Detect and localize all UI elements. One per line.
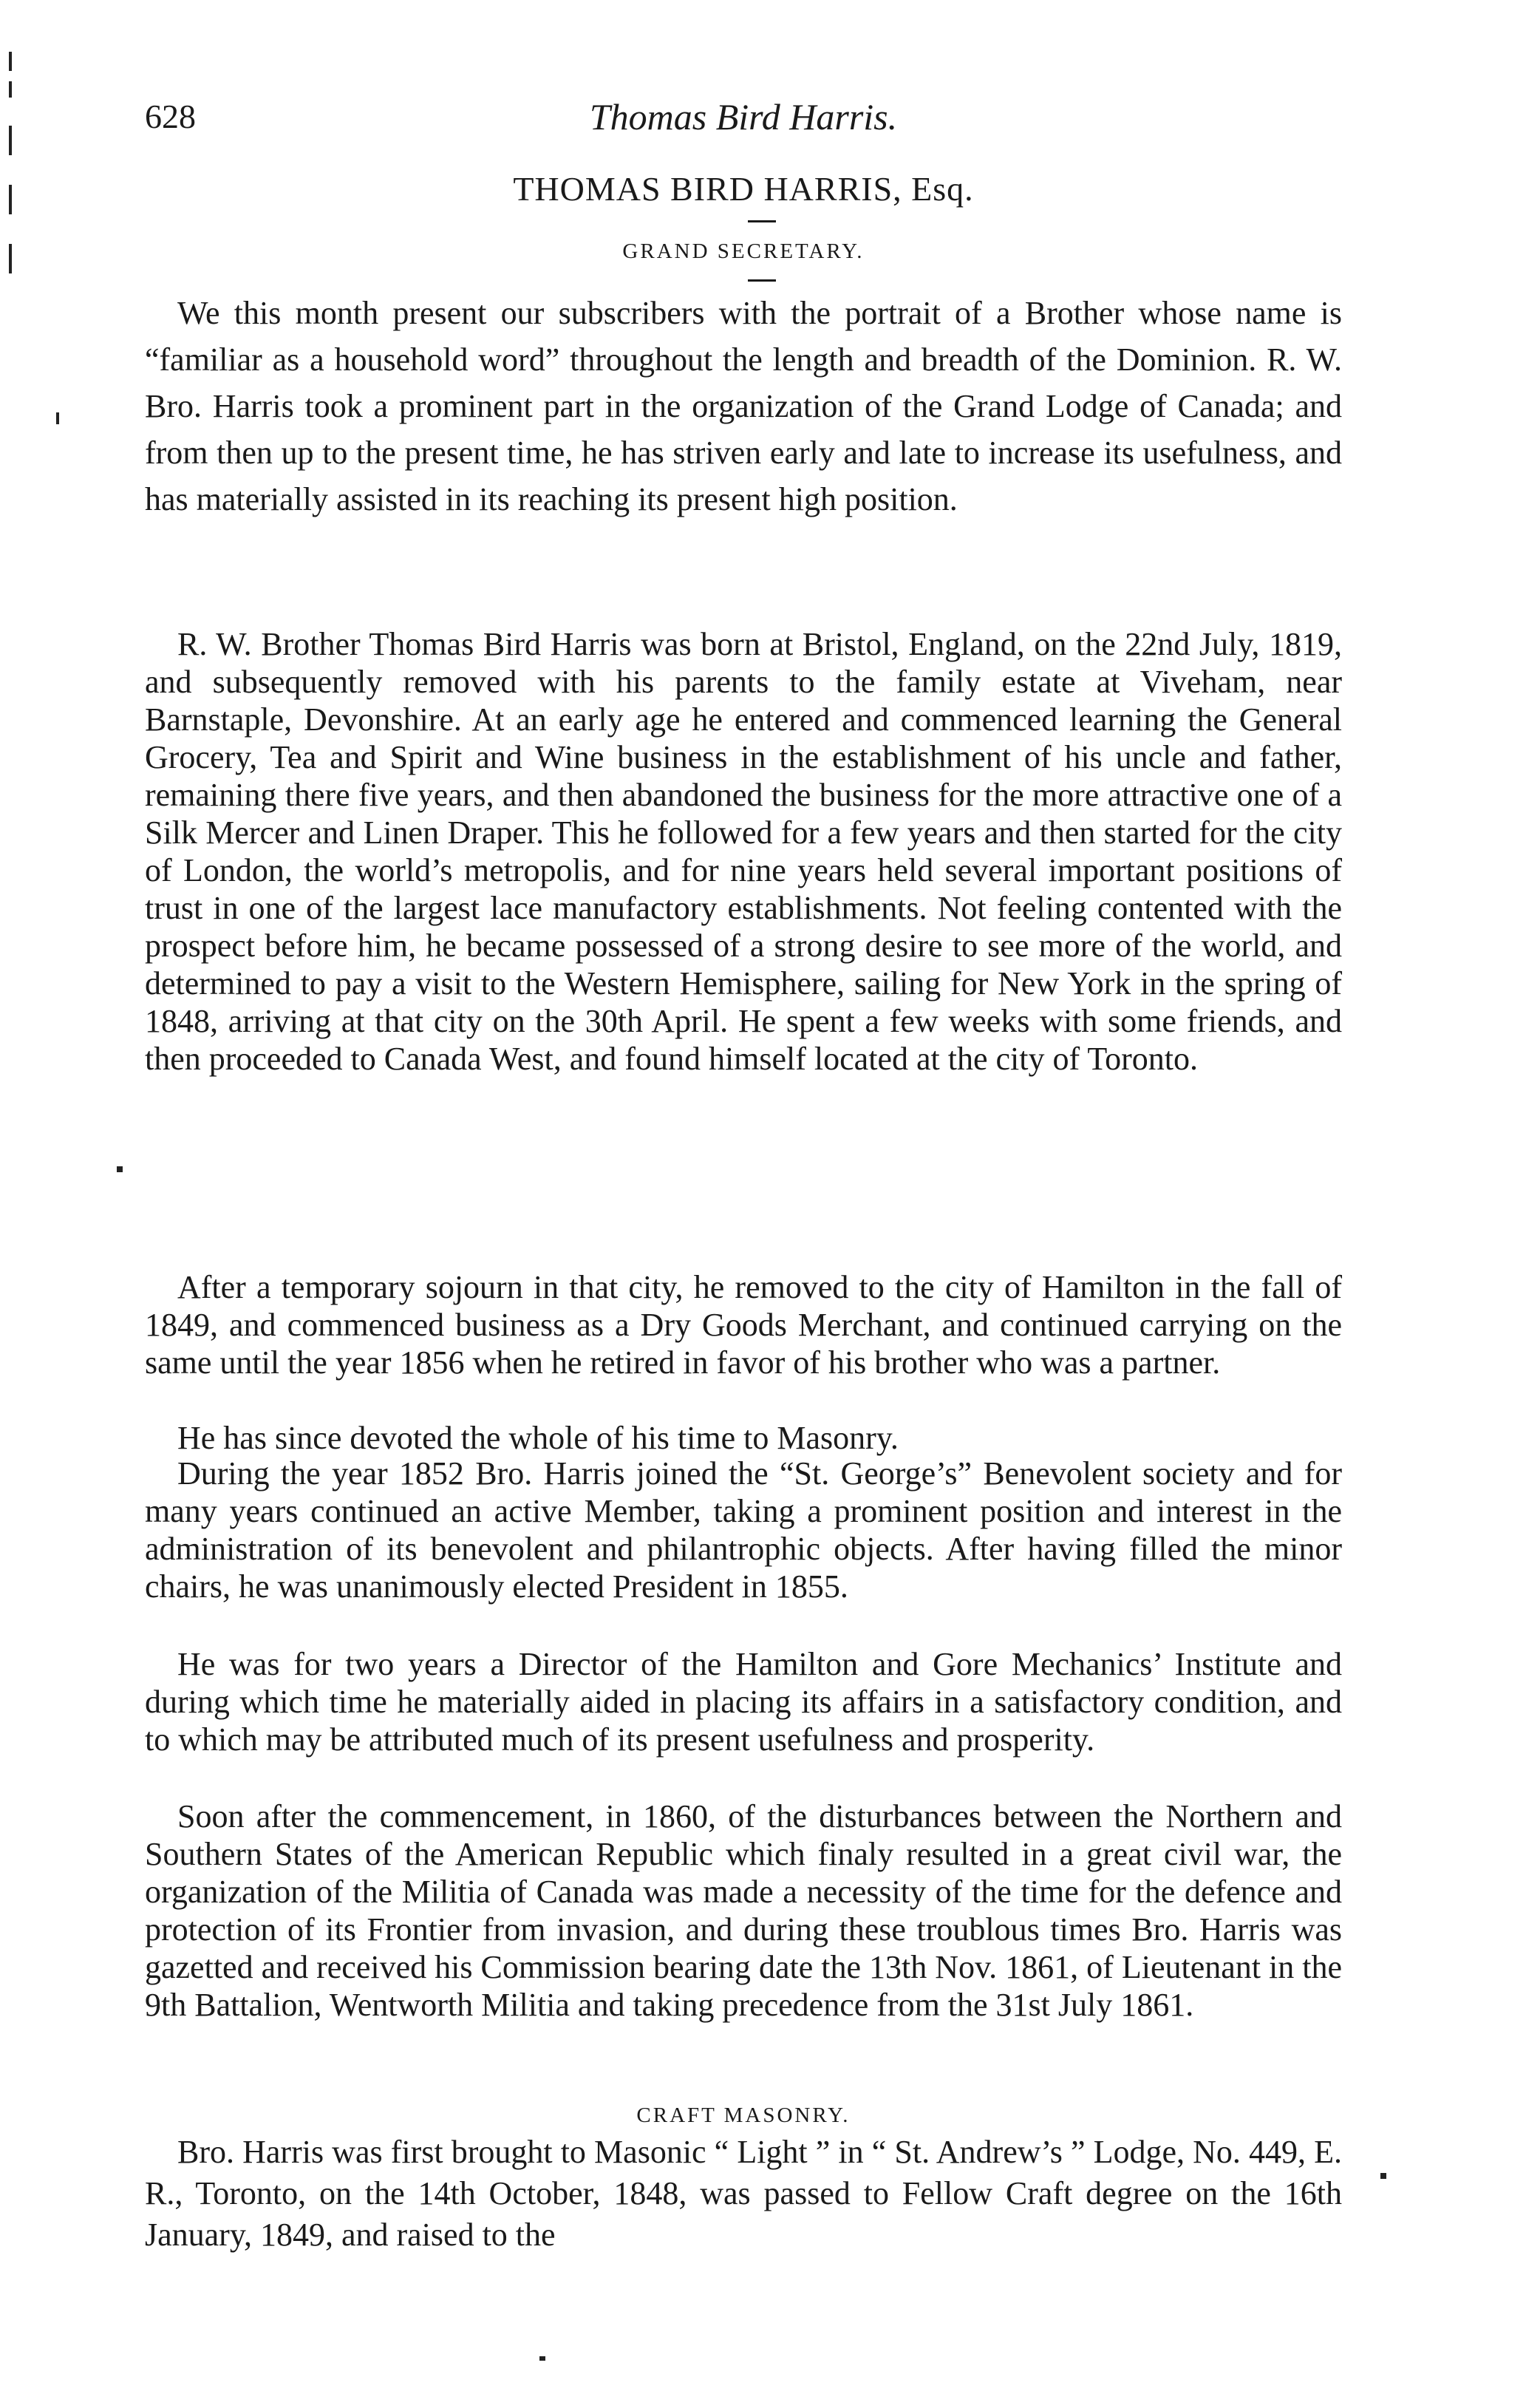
margin-mark [117,1166,123,1172]
article-title: THOMAS BIRD HARRIS, Esq. [513,170,974,208]
margin-mark [9,244,12,273]
body-paragraph: R. W. Brother Thomas Bird Harris was born at Bristol, England, on the 22nd July, 1819, and subsequently removed with his parents to the family estate at Viveham, near Barnstaple, Devonshire. At an early age he entered and commenced learning the General Grocery, Tea and Spirit and Wine business in the establishment of his uncle and father, remaining there five years, and then abandoned the business for the more attractive one of a Silk Mercer and Linen Draper. This he followed for a few years and then started for the city of London, the world’s metropolis, and for nine years held several important positions of trust in one of the largest lace manufactory establishments. Not feeling contented with the prospect before him, he became possessed of a strong desire to see more of the world, and determined to pay a visit to the Western Hemisphere, sailing for New York in the spring of 1848, arriving at that city on the 30th April. He spent a few weeks with some friends, and then proceeded to Canada West, and found himself located at the city of Toronto. [145,626,1342,1077]
body-paragraph: We this month present our subscribers with the portrait of a Brother whose name is “familiar as a household word” throughout the length and breadth of the Dominion. R. W. Bro. Harris took a prominent part in the organization of the Grand Lodge of Canada; and from then up to the present time, he has striven early and late to increase its usefulness, and has materially assisted in its reaching its present high position. [145,295,1342,517]
section-heading-craft-masonry: CRAFT MASONRY. [636,2103,851,2127]
body-paragraph: Bro. Harris was first brought to Masonic “ Light ” in “ St. Andrew’s ” Lodge, No. 449, E. R., Toronto, on the 14th October, 1848, was passed to Fellow Craft degree on the 16th January, 1849, and raised to the [145,2134,1342,2253]
title-rule [748,220,776,222]
margin-mark [539,2356,545,2361]
margin-mark [9,52,12,71]
margin-mark [9,81,12,98]
page-number: 628 [145,98,196,135]
section-rule [748,279,776,282]
margin-mark [9,126,12,155]
margin-mark [9,185,12,214]
body-paragraph: After a temporary sojourn in that city, he removed to the city of Hamilton in the fall of 1849, and commenced business as a Dry Goods Merchant, and continued carrying on the same until the year 1856 when he retired in favor of his brother who was a partner. [145,1269,1342,1381]
section-heading-grand-secretary: GRAND SECRETARY. [622,239,865,263]
body-paragraph: Soon after the commencement, in 1860, of the disturbances between the Northern and Southern States of the American Republic which finaly resulted in a great civil war, the organization of the Militia of Canada was made a necessity of the time for the defence and protection of its Frontier from invasion, and during these troublous times Bro. Harris was gazetted and received his Commission bearing date the 13th Nov. 1861, of Lieutenant in the 9th Battalion, Wentworth Militia and taking precedence from the 31st July 1861. [145,1798,1342,2023]
running-header [145,95,1342,154]
body-paragraph: He was for two years a Director of the Hamilton and Gore Mechanics’ Institute and during which time he materially aided in placing its affairs in a satisfactory condition, and to which may be attributed much of its present usefulness and prosperity. [145,1646,1342,1758]
running-title: Thomas Bird Harris. [589,96,898,137]
margin-mark [1380,2173,1386,2179]
margin-mark [56,412,59,424]
body-paragraph: During the year 1852 Bro. Harris joined the “St. George’s” Benevolent society and for many years continued an active Member, taking a prominent position and interest in the administration of its benevolent and philantrophic objects. After having filled the minor chairs, he was unanimously elected President in 1855. [145,1455,1342,1605]
body-paragraph: He has since devoted the whole of his time to Masonry. [177,1420,899,1456]
